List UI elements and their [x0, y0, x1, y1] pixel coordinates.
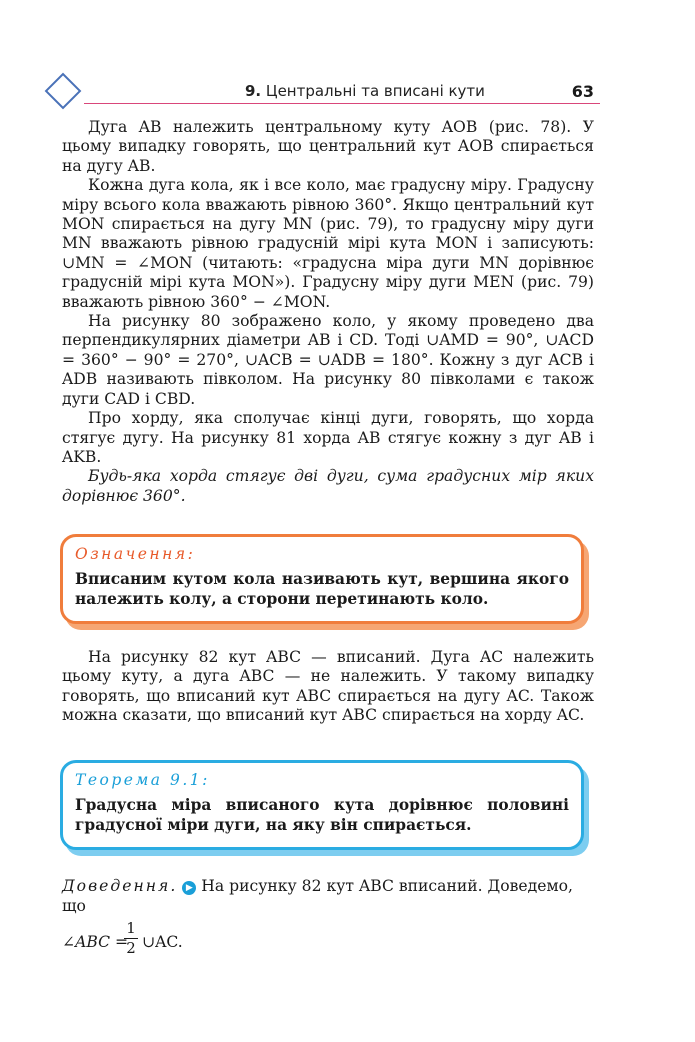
paragraph-chord-property: Будь-яка хорда стягує дві дуги, сума градусних мір яких дорівнює 360°.	[62, 467, 594, 505]
paragraph-inscribed-angle: На рисунку 82 кут ABC — вписаний. Дуга AC належить цьому куту, а дуга ABC — не належить. У такому випадку говорять, що вписаний кут ABC спирається на дугу AC. Також можна сказати, що вписаний кут ABC спирається на хорду AC.	[62, 648, 594, 725]
top-text-block	[62, 118, 594, 506]
definition-text: Вписаним кутом кола називають кут, вершина якого належить колу, а сторони перетинають коло.	[75, 570, 569, 608]
formula-fraction	[124, 920, 138, 957]
formula-left: ∠ABC =	[62, 933, 129, 951]
page-number: 63	[571, 82, 594, 101]
paragraph-arc-belongs: Дуга AB належить центральному куту AOB (рис. 78). У цьому випадку говорять, що центральний кут AOB спирається на дугу AB.	[62, 118, 594, 175]
section-title: 9. Центральні та вписані кути	[245, 82, 485, 100]
proof-text: На рисунку 82 кут ABC вписаний. Доведемо, що	[62, 877, 573, 915]
proof-formula	[62, 920, 594, 964]
proof-block	[62, 876, 594, 964]
definition-box	[60, 534, 584, 624]
proof-start-icon: ▶	[182, 881, 196, 895]
definition-title: Означення:	[75, 545, 196, 563]
page-header	[40, 72, 600, 112]
middle-text-block	[62, 648, 594, 726]
fraction-numerator: 1	[126, 919, 136, 937]
proof-intro	[62, 876, 594, 916]
theorem-box	[60, 760, 584, 850]
theorem-text: Градусна міра вписаного кута дорівнює половині градусної міри дуги, на яку він спирається.	[75, 796, 569, 834]
paragraph-semicircle: На рисунку 80 зображено коло, у якому проведено два перпендикулярних діаметри AB і CD. Тоді ∪AMD = 90°, ∪ACD = 360° − 90° = 270°, ∪ACB = ∪ADB = 180°. Кожну з дуг ACB і ADB називають півколом. На рисунку 80 півколами є також дуги CAD і CBD.	[62, 312, 594, 408]
diamond-icon	[45, 73, 82, 110]
paragraph-chord: Про хорду, яка сполучає кінці дуги, говорять, що хорда стягує дугу. На рисунку 81 хорда AB стягує кожну з дуг AB і AKB.	[62, 409, 594, 466]
theorem-title: Теорема 9.1:	[75, 771, 210, 789]
header-rule	[84, 103, 600, 104]
fraction-denominator: 2	[126, 939, 136, 957]
proof-label: Доведення.	[62, 877, 178, 895]
formula-right: ∪AC.	[142, 933, 183, 951]
paragraph-degree-measure: Кожна дуга кола, як і все коло, має градусну міру. Градусну міру всього кола вважають рівною 360°. Якщо центральний кут MON спирається на дугу MN (рис. 79), то градусну міру дуги MN вважають рівною градусній мірі кута MON і записують: ∪MN = ∠MON (читають: «градусна міра дуги MN дорівнює градусній мірі кута MON»). Градусну міру дуги MEN (рис. 79) вважають рівною 360° − ∠MON.	[62, 176, 594, 311]
